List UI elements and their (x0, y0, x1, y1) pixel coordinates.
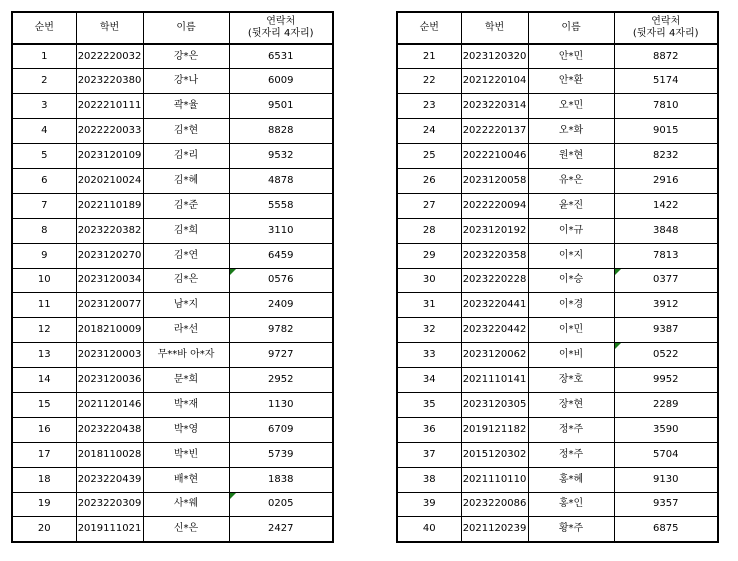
cell-no: 10 (12, 268, 76, 293)
cell-no: 32 (397, 318, 461, 343)
cell-student-id: 2023120305 (461, 392, 528, 417)
cell-no: 40 (397, 517, 461, 542)
table-row (12, 69, 333, 94)
cell-phone: 3848 (614, 218, 718, 243)
table-row (397, 243, 718, 268)
cell-student-id: 2023220439 (76, 467, 143, 492)
cell-phone: 5739 (229, 442, 333, 467)
cell-phone: 8232 (614, 144, 718, 169)
cell-no: 27 (397, 193, 461, 218)
cell-name: 무**바 아*자 (143, 343, 229, 368)
table-row (12, 193, 333, 218)
table-row (12, 517, 333, 542)
cell-student-id: 2023120270 (76, 243, 143, 268)
cell-phone: 8828 (229, 119, 333, 144)
cell-no: 35 (397, 392, 461, 417)
cell-name: 이*지 (528, 243, 614, 268)
table-row (12, 417, 333, 442)
cell-no: 38 (397, 467, 461, 492)
cell-student-id: 2019111021 (76, 517, 143, 542)
table-row (397, 144, 718, 169)
cell-student-id: 2022220032 (76, 44, 143, 69)
cell-student-id: 2023120109 (76, 144, 143, 169)
cell-phone: 5174 (614, 69, 718, 94)
cell-name: 곽*율 (143, 94, 229, 119)
cell-phone: 2952 (229, 368, 333, 393)
cell-student-id: 2023120192 (461, 218, 528, 243)
cell-student-id: 2023220438 (76, 417, 143, 442)
cell-name: 김*리 (143, 144, 229, 169)
header-name: 이름 (528, 12, 614, 44)
cell-phone: 9357 (614, 492, 718, 517)
cell-phone: 5558 (229, 193, 333, 218)
cell-name: 유*은 (528, 168, 614, 193)
cell-name: 김*준 (143, 193, 229, 218)
table-row (12, 268, 333, 293)
cell-no: 8 (12, 218, 76, 243)
header-contact (229, 12, 333, 44)
cell-name: 김*현 (143, 119, 229, 144)
cell-phone: 2409 (229, 293, 333, 318)
cell-name: 홍*인 (528, 492, 614, 517)
cell-phone: 7810 (614, 94, 718, 119)
cell-name: 오*화 (528, 119, 614, 144)
cell-student-id: 2018110028 (76, 442, 143, 467)
cell-no: 6 (12, 168, 76, 193)
table-row (397, 392, 718, 417)
cell-name: 안*민 (528, 44, 614, 69)
cell-phone: 9130 (614, 467, 718, 492)
header-row (397, 12, 718, 44)
cell-student-id: 2022210046 (461, 144, 528, 169)
table-row (397, 193, 718, 218)
cell-no: 24 (397, 119, 461, 144)
table-row (397, 368, 718, 393)
table-row (12, 243, 333, 268)
cell-phone: 6531 (229, 44, 333, 69)
table-row (397, 268, 718, 293)
header-no: 순번 (397, 12, 461, 44)
header-row (12, 12, 333, 44)
cell-phone-text-number-marker: 0377 (614, 268, 718, 293)
table-row (12, 442, 333, 467)
cell-phone: 9387 (614, 318, 718, 343)
cell-no: 21 (397, 44, 461, 69)
table-row (397, 467, 718, 492)
cell-phone: 6875 (614, 517, 718, 542)
cell-phone-text-number-marker: 0205 (229, 492, 333, 517)
cell-name: 김*은 (143, 268, 229, 293)
table-row (12, 44, 333, 69)
table-row (12, 168, 333, 193)
cell-student-id: 2023220442 (461, 318, 528, 343)
header-student-id: 학번 (76, 12, 143, 44)
cell-name: 강*나 (143, 69, 229, 94)
cell-student-id: 2022110189 (76, 193, 143, 218)
cell-no: 22 (397, 69, 461, 94)
cell-name: 문*희 (143, 368, 229, 393)
cell-phone: 9727 (229, 343, 333, 368)
cell-student-id: 2022210111 (76, 94, 143, 119)
table-row (397, 318, 718, 343)
cell-no: 5 (12, 144, 76, 169)
cell-name: 이*승 (528, 268, 614, 293)
cell-student-id: 2023120003 (76, 343, 143, 368)
cell-name: 강*은 (143, 44, 229, 69)
cell-phone-text-number-marker: 0522 (614, 343, 718, 368)
cell-no: 26 (397, 168, 461, 193)
cell-no: 11 (12, 293, 76, 318)
cell-student-id: 2023220358 (461, 243, 528, 268)
header-contact-line1: 연락처 (266, 16, 296, 27)
cell-student-id: 2015120302 (461, 442, 528, 467)
cell-no: 15 (12, 392, 76, 417)
cell-no: 31 (397, 293, 461, 318)
table-row (12, 218, 333, 243)
cell-name: 원*현 (528, 144, 614, 169)
header-contact-line2: (뒷자리 4자리) (632, 28, 699, 39)
cell-no: 9 (12, 243, 76, 268)
cell-phone: 3912 (614, 293, 718, 318)
cell-no: 33 (397, 343, 461, 368)
cell-student-id: 2019121182 (461, 417, 528, 442)
cell-student-id: 2022220033 (76, 119, 143, 144)
table-row (397, 218, 718, 243)
table-row (397, 119, 718, 144)
cell-no: 4 (12, 119, 76, 144)
cell-student-id: 2023220309 (76, 492, 143, 517)
cell-phone: 1838 (229, 467, 333, 492)
cell-no: 7 (12, 193, 76, 218)
cell-name: 오*민 (528, 94, 614, 119)
cell-no: 14 (12, 368, 76, 393)
table-row (397, 69, 718, 94)
cell-name: 이*민 (528, 318, 614, 343)
cell-student-id: 2023220086 (461, 492, 528, 517)
cell-student-id: 2023120036 (76, 368, 143, 393)
table-row (12, 293, 333, 318)
cell-phone: 6459 (229, 243, 333, 268)
cell-name: 남*지 (143, 293, 229, 318)
cell-student-id: 2018210009 (76, 318, 143, 343)
cell-no: 1 (12, 44, 76, 69)
cell-name: 박*재 (143, 392, 229, 417)
cell-name: 이*규 (528, 218, 614, 243)
table-row (12, 343, 333, 368)
cell-name: 안*환 (528, 69, 614, 94)
cell-phone: 6009 (229, 69, 333, 94)
cell-phone-text-number-marker: 0576 (229, 268, 333, 293)
header-contact (614, 12, 718, 44)
table-row (397, 442, 718, 467)
table-body-right (397, 44, 718, 542)
cell-name: 장*현 (528, 392, 614, 417)
table-row (12, 467, 333, 492)
cell-no: 3 (12, 94, 76, 119)
cell-student-id: 2022220094 (461, 193, 528, 218)
cell-phone: 3590 (614, 417, 718, 442)
cell-student-id: 2023220382 (76, 218, 143, 243)
cell-student-id: 2023220228 (461, 268, 528, 293)
cell-phone: 9952 (614, 368, 718, 393)
cell-no: 34 (397, 368, 461, 393)
cell-name: 김*희 (143, 218, 229, 243)
cell-name: 라*선 (143, 318, 229, 343)
cell-phone: 3110 (229, 218, 333, 243)
header-contact-line1: 연락처 (651, 16, 681, 27)
table-row (12, 492, 333, 517)
cell-student-id: 2020210024 (76, 168, 143, 193)
cell-student-id: 2023120034 (76, 268, 143, 293)
cell-no: 17 (12, 442, 76, 467)
cell-name: 정*주 (528, 442, 614, 467)
table-row (397, 343, 718, 368)
cell-student-id: 2021120146 (76, 392, 143, 417)
cell-student-id: 2023220441 (461, 293, 528, 318)
cell-name: 박*영 (143, 417, 229, 442)
table-row (397, 94, 718, 119)
cell-student-id: 2021220104 (461, 69, 528, 94)
table-row (397, 293, 718, 318)
cell-name: 정*주 (528, 417, 614, 442)
student-table-right (396, 11, 719, 543)
cell-student-id: 2021110141 (461, 368, 528, 393)
cell-name: 신*은 (143, 517, 229, 542)
cell-name: 장*호 (528, 368, 614, 393)
table-row (12, 368, 333, 393)
header-student-id: 학번 (461, 12, 528, 44)
table-row (397, 168, 718, 193)
cell-phone: 9501 (229, 94, 333, 119)
cell-no: 19 (12, 492, 76, 517)
cell-student-id: 2023120320 (461, 44, 528, 69)
cell-phone: 9532 (229, 144, 333, 169)
cell-name: 배*현 (143, 467, 229, 492)
header-name: 이름 (143, 12, 229, 44)
cell-no: 20 (12, 517, 76, 542)
cell-phone: 1130 (229, 392, 333, 417)
header-no: 순번 (12, 12, 76, 44)
cell-phone: 9015 (614, 119, 718, 144)
cell-student-id: 2021120239 (461, 517, 528, 542)
cell-phone: 8872 (614, 44, 718, 69)
cell-phone: 6709 (229, 417, 333, 442)
cell-no: 37 (397, 442, 461, 467)
student-table-left (11, 11, 334, 543)
cell-phone: 2916 (614, 168, 718, 193)
cell-no: 18 (12, 467, 76, 492)
cell-no: 28 (397, 218, 461, 243)
cell-student-id: 2022220137 (461, 119, 528, 144)
cell-student-id: 2023120058 (461, 168, 528, 193)
cell-no: 29 (397, 243, 461, 268)
cell-no: 2 (12, 69, 76, 94)
cell-no: 13 (12, 343, 76, 368)
cell-phone: 2427 (229, 517, 333, 542)
cell-student-id: 2023220314 (461, 94, 528, 119)
cell-student-id: 2023220380 (76, 69, 143, 94)
cell-name: 황*주 (528, 517, 614, 542)
cell-no: 25 (397, 144, 461, 169)
header-contact-line2: (뒷자리 4자리) (247, 28, 314, 39)
cell-student-id: 2021110110 (461, 467, 528, 492)
table-row (12, 144, 333, 169)
cell-phone: 2289 (614, 392, 718, 417)
cell-student-id: 2023120077 (76, 293, 143, 318)
table-body-left (12, 44, 333, 542)
table-row (397, 492, 718, 517)
table-row (397, 44, 718, 69)
table-row (12, 119, 333, 144)
cell-name: 김*혜 (143, 168, 229, 193)
cell-name: 이*경 (528, 293, 614, 318)
cell-no: 12 (12, 318, 76, 343)
table-row (397, 417, 718, 442)
cell-name: 윤*진 (528, 193, 614, 218)
cell-name: 이*비 (528, 343, 614, 368)
cell-student-id: 2023120062 (461, 343, 528, 368)
table-row (397, 517, 718, 542)
cell-name: 김*연 (143, 243, 229, 268)
cell-phone: 4878 (229, 168, 333, 193)
table-row (12, 392, 333, 417)
cell-no: 16 (12, 417, 76, 442)
cell-phone: 9782 (229, 318, 333, 343)
cell-phone: 1422 (614, 193, 718, 218)
cell-name: 홍*혜 (528, 467, 614, 492)
table-row (12, 94, 333, 119)
cell-phone: 5704 (614, 442, 718, 467)
table-row (12, 318, 333, 343)
cell-name: 박*빈 (143, 442, 229, 467)
cell-no: 30 (397, 268, 461, 293)
cell-no: 23 (397, 94, 461, 119)
cell-phone: 7813 (614, 243, 718, 268)
cell-no: 39 (397, 492, 461, 517)
cell-no: 36 (397, 417, 461, 442)
cell-name: 사*웨 (143, 492, 229, 517)
